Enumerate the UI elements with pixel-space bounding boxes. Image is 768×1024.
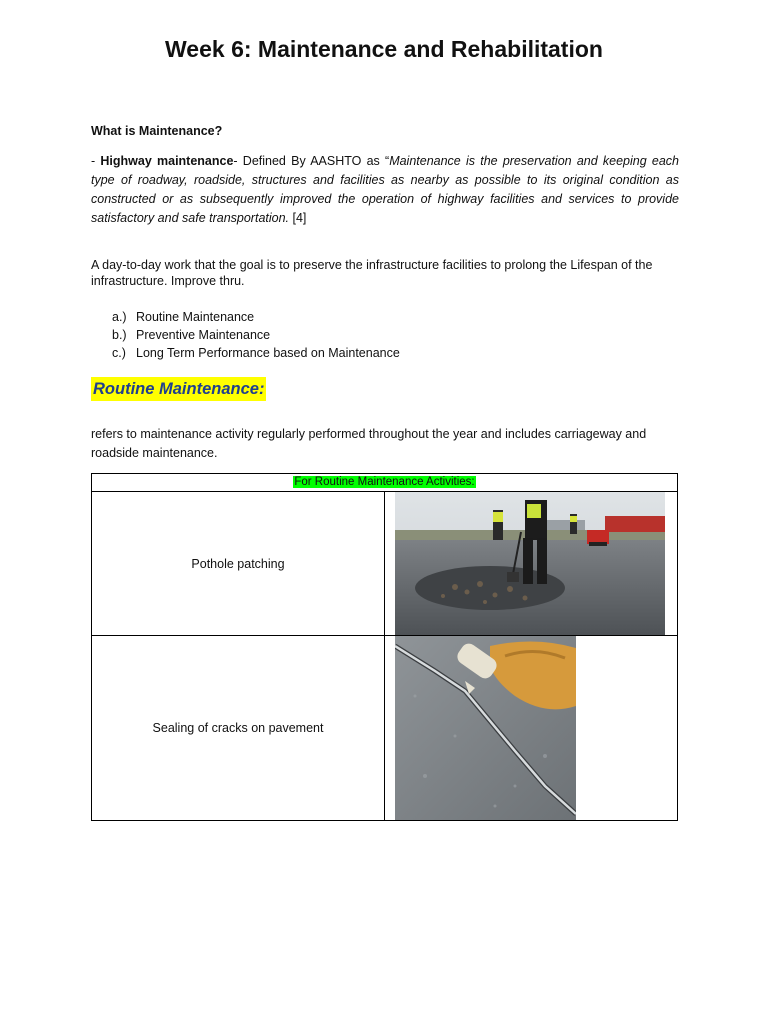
table-row <box>92 636 677 820</box>
list-item-text: Long Term Performance based on Maintenance <box>136 346 400 360</box>
section-heading: What is Maintenance? <box>91 124 223 138</box>
definition-quote: Maintenance is the preservation and keeping each type of roadway, roadside, structures and facilities as nearby as possible to its original condition as constructed or as subsequently improved the operation of highway facilities and services to provide satisfactory and safe transportation. <box>91 154 679 225</box>
list-marker: c.) <box>112 346 126 360</box>
list-marker: b.) <box>112 328 127 342</box>
list-item <box>112 344 400 362</box>
image-cell <box>385 636 677 820</box>
list-item-text: Routine Maintenance <box>136 310 255 324</box>
activity-label: Pothole patching <box>191 556 285 571</box>
routine-heading-text: Routine Maintenance <box>93 380 259 398</box>
list-marker: a.) <box>112 310 127 324</box>
list-item <box>112 308 400 326</box>
routine-heading-colon: : <box>258 380 265 398</box>
pothole-patching-photo <box>395 492 665 635</box>
definition-term: Highway maintenance <box>100 154 234 168</box>
table-row <box>92 492 677 636</box>
description-paragraph: A day-to-day work that the goal is to preserve the infrastructure facilities to prolong the Lifespan of the infrastructure. Improve thru. <box>91 258 653 288</box>
list-item-text: Preventive Maintenance <box>136 328 271 342</box>
crack-sealing-photo <box>395 636 576 820</box>
definition-paragraph <box>91 152 679 228</box>
activity-cell <box>92 636 385 820</box>
image-cell <box>385 492 677 635</box>
routine-description: refers to maintenance activity regularly performed throughout the year and includes carriageway and roadside maintenance. <box>91 427 647 460</box>
list-item <box>112 326 400 344</box>
definition-ref: [4] <box>289 211 307 225</box>
routine-maintenance-heading <box>91 377 266 401</box>
table-header <box>92 474 677 492</box>
activities-table <box>91 473 678 821</box>
page-title: Week 6: Maintenance and Rehabilitation <box>165 36 603 62</box>
maintenance-types-list <box>112 308 400 362</box>
activity-label: Sealing of cracks on pavement <box>152 721 324 735</box>
definition-prefix: - <box>91 154 101 168</box>
activity-cell <box>92 492 385 635</box>
table-header-text: For Routine Maintenance Activities: <box>294 476 475 488</box>
definition-intro: - Defined By AASHTO as “ <box>233 154 390 168</box>
